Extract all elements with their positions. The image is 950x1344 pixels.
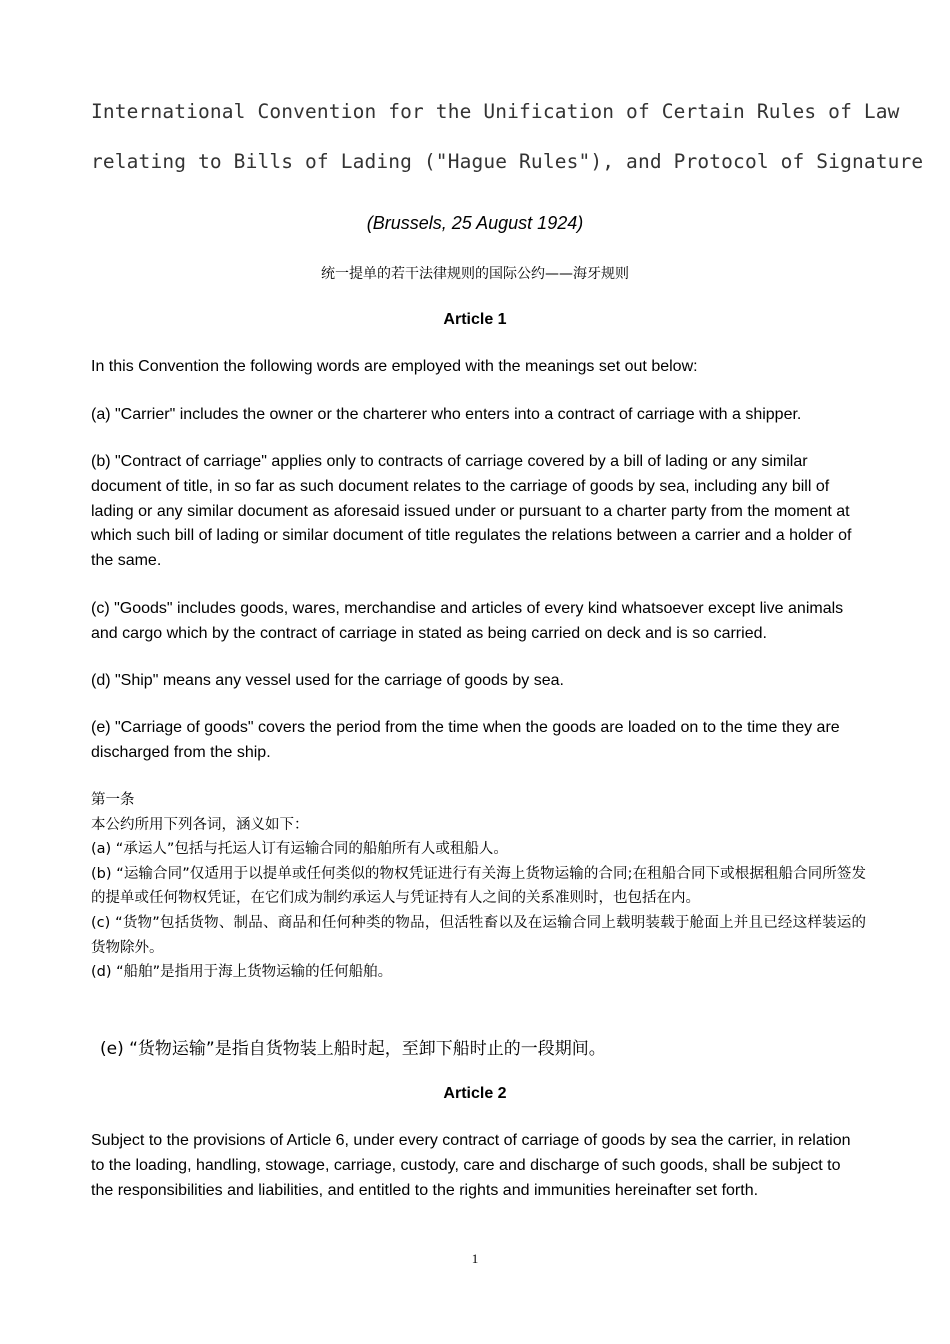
- article-1-clause-a: (a) "Carrier" includes the owner or the charterer who enters into a contract of carriage with a shipper.: [91, 406, 802, 423]
- article-1-cn-heading: 第一条: [91, 792, 135, 808]
- article-1-intro: In this Convention the following words are employed with the meanings set out below:: [91, 358, 698, 375]
- article-1-clause-e: (e) "Carriage of goods" covers the period from the time when the goods are loaded on to the time they are discharged from the ship.: [91, 719, 840, 761]
- article-1-chinese-section: [91, 788, 866, 985]
- article-1-cn-clause-d: (d) “船舶”是指用于海上货物运输的任何船舶。: [91, 964, 393, 981]
- article-1-clause-c: (c) "Goods" includes goods, wares, merchandise and articles of every kind whatsoever except live animals and cargo which by the contract of carriage in stated as being carried on deck and is so carried.: [91, 600, 844, 642]
- page-number: 1: [471, 1251, 479, 1266]
- article-1-cn-clause-a: (a) “承运人”包括与托运人订有运输合同的船舶所有人或租船人。: [91, 841, 508, 858]
- document-title-line-1: International Convention for the Unification of Certain Rules of Law: [91, 100, 900, 123]
- document-subtitle: (Brussels, 25 August 1924): [366, 213, 584, 233]
- article-1-cn-clause-e: (e) “货物运输”是指自货物装上船时起，至卸下船时止的一段期间。: [100, 1039, 606, 1059]
- article-1-cn-intro: 本公约所用下列各词，涵义如下：: [91, 816, 309, 833]
- article-1-cn-clause-c: (c) “货物”包括货物、制品、商品和任何种类的物品，但活牲畜以及在运输合同上载明装载于舱面上并且已经这样装运的货物除外。: [91, 914, 866, 956]
- article-1-clause-b: (b) "Contract of carriage" applies only to contracts of carriage covered by a bill of lading or any similar document of title, in so far as such document relates to the carriage of goods by sea, including any bill of lading or any similar document as aforesaid issued under or pursuant to a charter party from the moment at which such bill of lading or similar document of title regulates the relations between a carrier and a holder of the same.: [91, 453, 852, 570]
- article-2-heading: Article 2: [443, 1085, 507, 1102]
- article-1-cn-clause-b: (b) “运输合同”仅适用于以提单或任何类似的物权凭证进行有关海上货物运输的合同;在租船合同下或根据租船合同所签发的提单或任何物权凭证，在它们成为制约承运人与凭证持有人之间的关系准则时，也包括在内。: [91, 865, 866, 907]
- chinese-title: 统一提单的若干法律规则的国际公约——海牙规则: [321, 266, 629, 282]
- article-1-clause-d: (d) "Ship" means any vessel used for the carriage of goods by sea.: [91, 672, 564, 689]
- article-1-heading: Article 1: [443, 311, 507, 328]
- article-2-text: Subject to the provisions of Article 6, under every contract of carriage of goods by sea the carrier, in relation to the loading, handling, stowage, carriage, custody, care and discharge of such goods, shall be subject to the responsibilities and liabilities, and entitled to the rights and immunities hereinafter set forth.: [91, 1132, 851, 1199]
- document-title-line-2: relating to Bills of Lading ("Hague Rules"), and Protocol of Signature: [91, 150, 924, 173]
